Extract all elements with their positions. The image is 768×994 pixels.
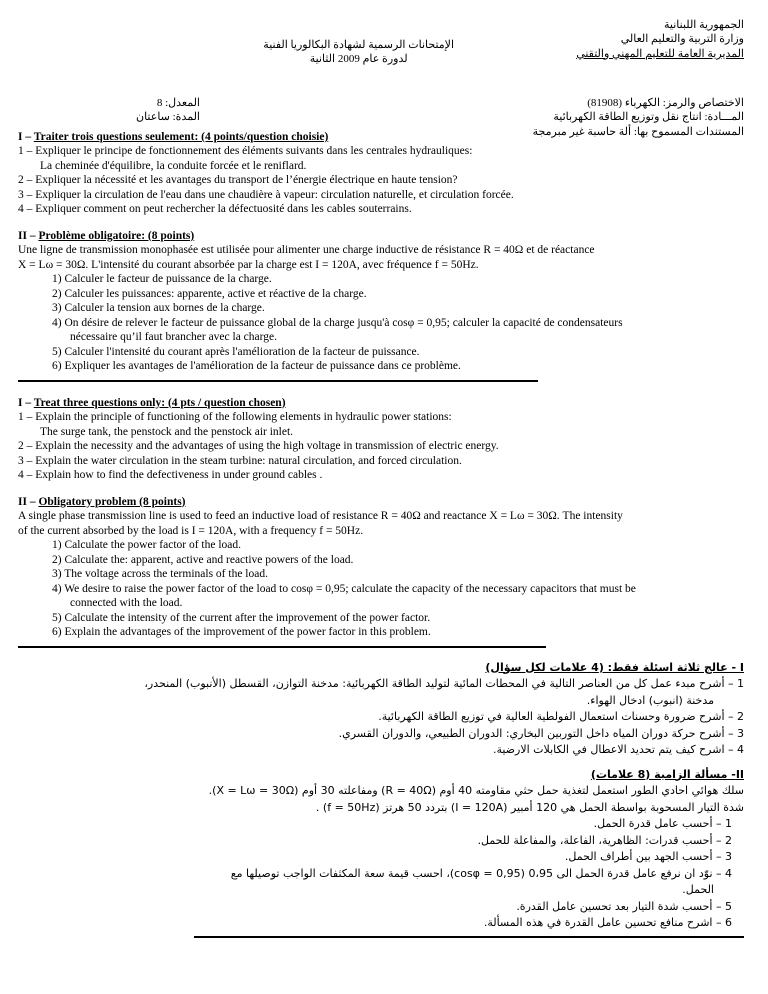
ar-problem-intro-cont: شدة التيار المسحوبة بواسطة الحمل هي 120 أمبير (I = 120A) بتردد 50 هرتز (f = 50Hz) . bbox=[315, 800, 744, 814]
arabic-section bbox=[18, 660, 744, 938]
exam-title-block: الإمتحانات الرسمية لشهادة البكالوريا الفنية لدورة عام 2009 الثانية bbox=[263, 39, 454, 66]
en-q1: 1 – Explain the principle of functioning of the following elements in hydraulic power stations: bbox=[18, 411, 452, 424]
ar-problem-intro: سلك هوائي احادي الطور استعمل لتغذية حمل حثي مقاومته 40 أوم (R = 40Ω) ومفاعلته 30 أوم (X = Lω = 30Ω). bbox=[208, 784, 744, 797]
fr-p4-cont: nécessaire qu’il faut brancher avec la charge. bbox=[70, 331, 277, 344]
ar-p1: 1 – أحسب عامل قدرة الحمل. bbox=[593, 817, 732, 830]
ar-p6: 6 – اشرح منافع تحسين عامل القدرة في هذه المسألة. bbox=[483, 916, 732, 929]
en-q4: 4 – Explain how to find the defectiveness in under ground cables . bbox=[18, 469, 323, 482]
ar-q4: 4 – اشرح كيف يتم تحديد الاعطال في الكابلات الارضية. bbox=[492, 743, 744, 756]
fr-q1-cont: La cheminée d'équilibre, la conduite forcée et le reniflard. bbox=[40, 159, 307, 172]
en-p4-cont: connected with the load. bbox=[70, 597, 183, 610]
en-p1: 1) Calculate the power factor of the load. bbox=[52, 539, 242, 552]
fr-q2: 2 – Expliquer la nécessité et les avantages du transport de l’énergie électrique en haute tension? bbox=[18, 174, 458, 187]
en-problem-intro: A single phase transmission line is used to feed an inductive load of resistance R = 40Ω and reactance X = Lω = 30Ω. The intensity bbox=[18, 510, 623, 523]
ar-p3: 3 – أحسب الجهد بين أطراف الحمل. bbox=[564, 850, 732, 863]
en-p4: 4) We desire to raise the power factor of the load to cosφ = 0,95; calculate the capacity of the necessary capacitors that must be bbox=[52, 582, 636, 595]
en-q1-cont: The surge tank, the penstock and the penstock air inlet. bbox=[40, 425, 294, 438]
en-p6: 6) Explain the advantages of the improvement of the power factor in this problem. bbox=[52, 626, 431, 639]
en-p2: 2) Calculate the: apparent, active and reactive powers of the load. bbox=[52, 553, 354, 566]
ar-q2: 2 – أشرح ضرورة وحسنات استعمال الفولطية العالية في توزيع الطاقة الكهربائية. bbox=[378, 710, 744, 723]
fr-part2-heading: II – Problème obligatoire: (8 points) bbox=[18, 229, 195, 242]
fr-q3: 3 – Expliquer la circulation de l'eau dans une chaudière à vapeur: circulation naturelle, et circulation forcée. bbox=[18, 188, 514, 201]
fr-problem-intro-cont: X = Lω = 30Ω. L'intensité du courant absorbée par la charge est I = 120A, avec fréquence f = 50Hz. bbox=[18, 258, 479, 271]
en-part1-heading: I – Treat three questions only: (4 pts / question chosen) bbox=[18, 396, 286, 409]
fr-p2: 2) Calculer les puissances: apparente, active et réactive de la charge. bbox=[52, 287, 367, 300]
subject-block: الاختصاص والرمز: الكهرباء (81908) المـــادة: انتاج نقل وتوزيع الطاقة الكهربائية المستندات المسموح بها: ألة حاسبة غير مبرمجة bbox=[532, 97, 744, 138]
ministry-block: الجمهورية اللبنانية وزارة التربية والتعليم العالي المديرية العامة للتعليم المهني والتقني bbox=[576, 19, 744, 60]
ar-p4-cont: الحمل. bbox=[682, 883, 714, 896]
fr-q4: 4 – Expliquer comment on peut rechercher la défectuosité dans les cables souterrains. bbox=[18, 203, 412, 216]
en-p3: 3) The voltage across the terminals of the load. bbox=[52, 568, 268, 581]
fr-p4: 4) On désire de relever le facteur de puissance global de la charge jusqu'à cosφ = 0,95; calculer la capacité de condensateurs bbox=[52, 316, 623, 329]
en-q2: 2 – Explain the necessity and the advantages of using the high voltage in transmission of electric energy. bbox=[18, 440, 499, 453]
ar-p2: 2 – أحسب قدرات: الظاهرية، الفاعلة، والمفاعلة للحمل. bbox=[477, 833, 732, 847]
english-section bbox=[18, 396, 744, 648]
grade-duration-block: المعدل: 8 المدة: ساعتان bbox=[136, 97, 200, 124]
fr-problem-intro: Une ligne de transmission monophasée est utilisée pour alimenter une charge inductive de résistance R = 40Ω et de réactance bbox=[18, 244, 595, 257]
ar-part2-heading: II- مسألة الزامية (8 علامات) bbox=[590, 767, 744, 781]
ar-q3: 3 – أشرح حركة دوران المياه داخل التوربين البخاري: الدوران الطبيعي، والدوران القسري. bbox=[338, 726, 744, 740]
en-part2-heading: II – Obligatory problem (8 points) bbox=[18, 495, 186, 508]
ar-part1-heading: I - عالج ثلاثة اسئلة فقط: (4 علامات لكل سؤال) bbox=[485, 660, 744, 674]
ar-q1: 1 – أشرح مبدء عمل كل من العناصر التالية في المحطات المائية لتوليد الطاقة الكهربائية: مدخنة التوازن، القسطل (الأنبوب) المنحدر، bbox=[144, 677, 744, 690]
fr-p6: 6) Expliquer les avantages de l'amélioration de la facteur de puissance dans ce problème. bbox=[52, 360, 461, 373]
en-q3: 3 – Explain the water circulation in the steam turbine: natural circulation, and forced circulation. bbox=[18, 454, 462, 467]
fr-q1: 1 – Expliquer le principe de fonctionnement des éléments suivants dans les centrales hydrauliques: bbox=[18, 145, 473, 158]
fr-p3: 3) Calculer la tension aux bornes de la charge. bbox=[52, 302, 265, 315]
fr-p5: 5) Calculer l'intensité du courant après l'amélioration de la facteur de puissance. bbox=[52, 345, 420, 358]
ar-p5: 5 – أحسب شدة التيار بعد تحسين عامل القدرة. bbox=[516, 899, 732, 913]
en-problem-intro-cont: of the current absorbed by the load is I = 120A, with a frequency f = 50Hz. bbox=[18, 524, 364, 537]
en-p5: 5) Calculate the intensity of the current after the improvement of the power factor. bbox=[52, 611, 431, 624]
fr-part1-heading: I – Traiter trois questions seulement: (4 points/question choisie) bbox=[18, 131, 329, 143]
french-section bbox=[18, 130, 744, 382]
ar-divider bbox=[194, 936, 744, 938]
fr-p1: 1) Calculer le facteur de puissance de la charge. bbox=[52, 273, 272, 286]
ar-q1-cont: مدخنة (انبوب) ادخال الهواء. bbox=[586, 693, 714, 707]
ar-p4: 4 – نوّد ان نرفع عامل قدرة الحمل الى 0،95 (cosφ = 0,95)، احسب قيمة سعة المكثفات الواجب توصيلها مع bbox=[230, 866, 732, 880]
